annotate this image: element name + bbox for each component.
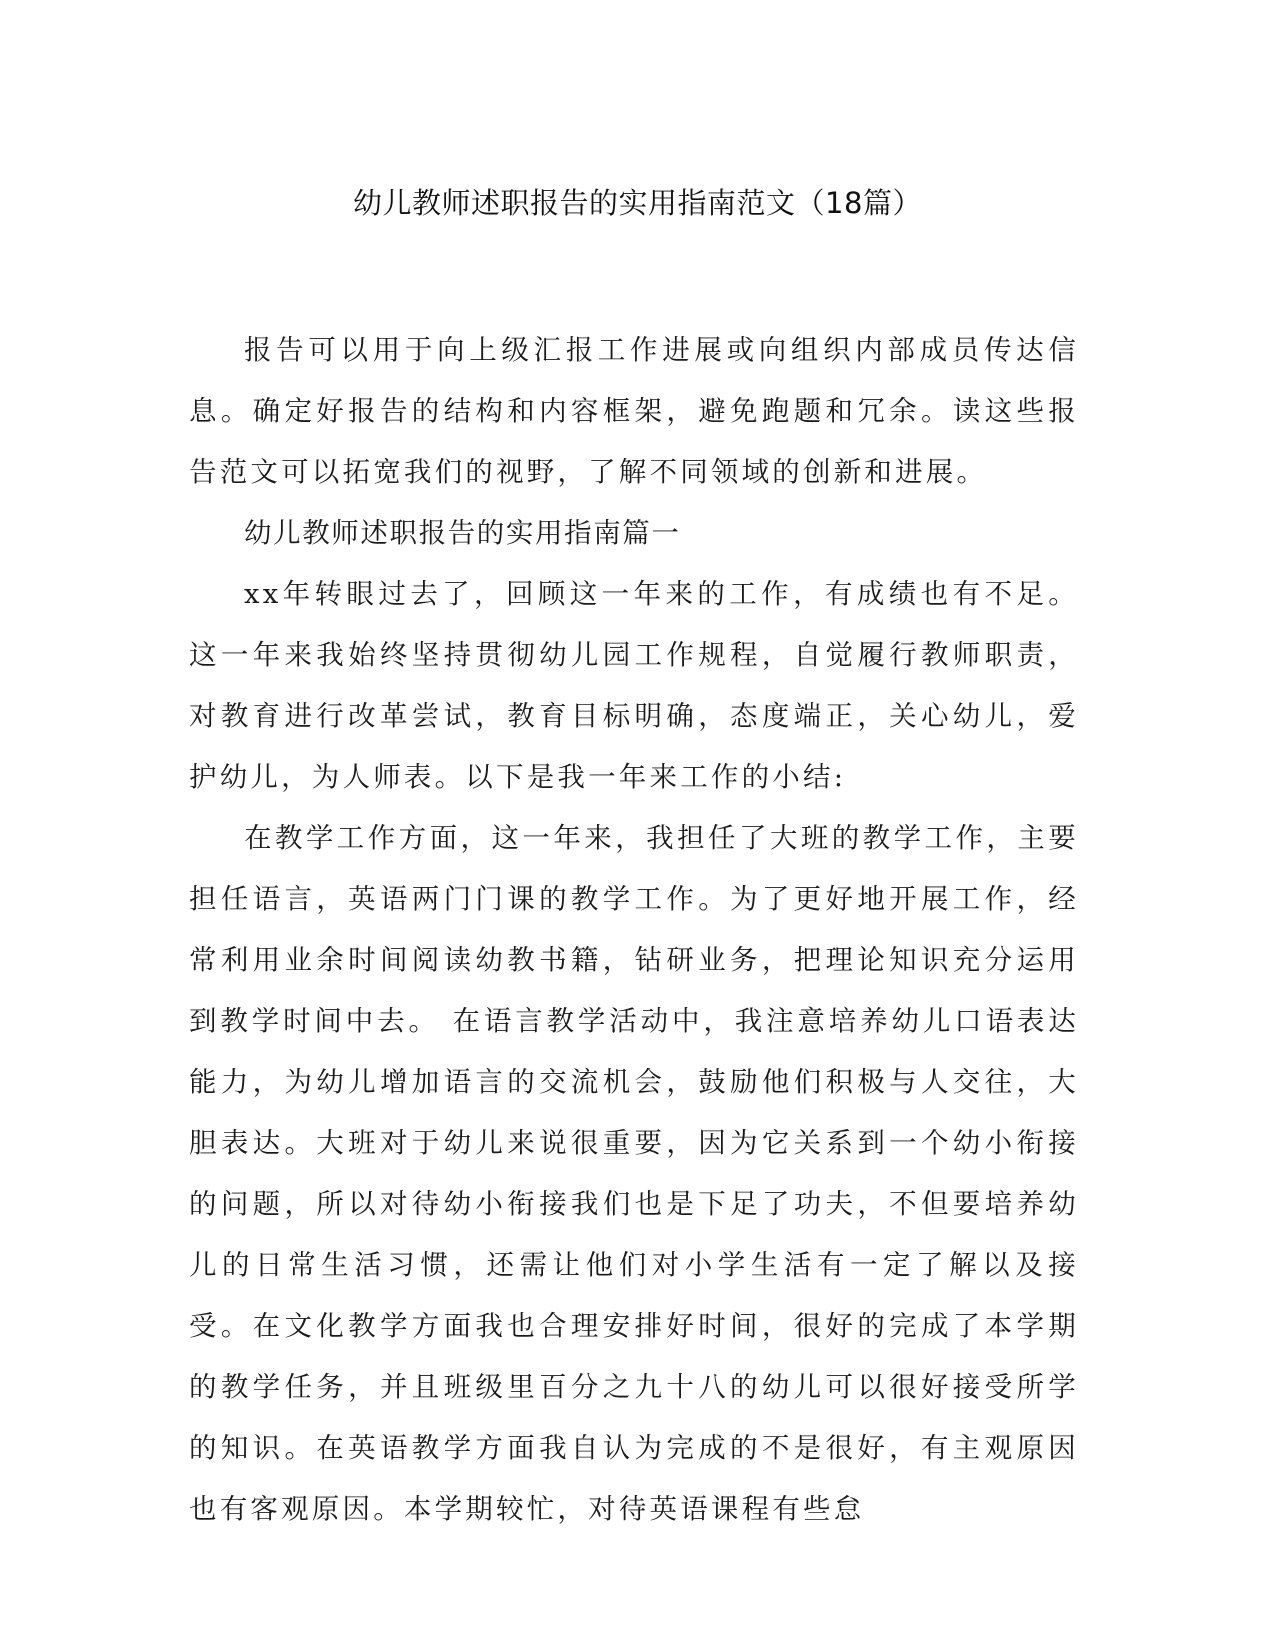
document-body [189,320,1079,1540]
intro-paragraph: 报告可以用于向上级汇报工作进展或向组织内部成员传达信息。确定好报告的结构和内容框架，避免跑题和冗余。读这些报告范文可以拓宽我们的视野，了解不同领域的创新和进展。 [189,334,1079,488]
document-title: 幼儿教师述职报告的实用指南范文（18篇） [353,186,922,220]
section-heading: 幼儿教师述职报告的实用指南篇一 [244,517,681,549]
body-paragraph-2: 在教学工作方面，这一年来，我担任了大班的教学工作，主要担任语言，英语两门门课的教学工作。为了更好地开展工作，经常利用业余时间阅读幼教书籍，钻研业务，把理论知识充分运用到教学时间中去。 在语言教学活动中，我注意培养幼儿口语表达能力，为幼儿增加语言的交流机会，鼓励他们积极与人交往，大胆表达。大班对于幼儿来说很重要，因为它关系到一个幼小衔接的问题，所以对待幼小衔接我们也是下足了功夫，不但要培养幼儿的日常生活习惯，还需让他们对小学生活有一定了解以及接受。在文化教学方面我也合理安排好时间，很好的完成了本学期的教学任务，并且班级里百分之九十八的幼儿可以很好接受所学的知识。在英语教学方面我自认为完成的不是很好，有主观原因也有客观原因。本学期较忙，对待英语课程有些怠 [189,822,1079,1525]
body-paragraph-1: xx年转眼过去了，回顾这一年来的工作，有成绩也有不足。这一年来我始终坚持贯彻幼儿园工作规程，自觉履行教师职责，对教育进行改革尝试，教育目标明确，态度端正，关心幼儿，爱护幼儿，为人师表。以下是我一年来工作的小结: [189,578,1079,793]
